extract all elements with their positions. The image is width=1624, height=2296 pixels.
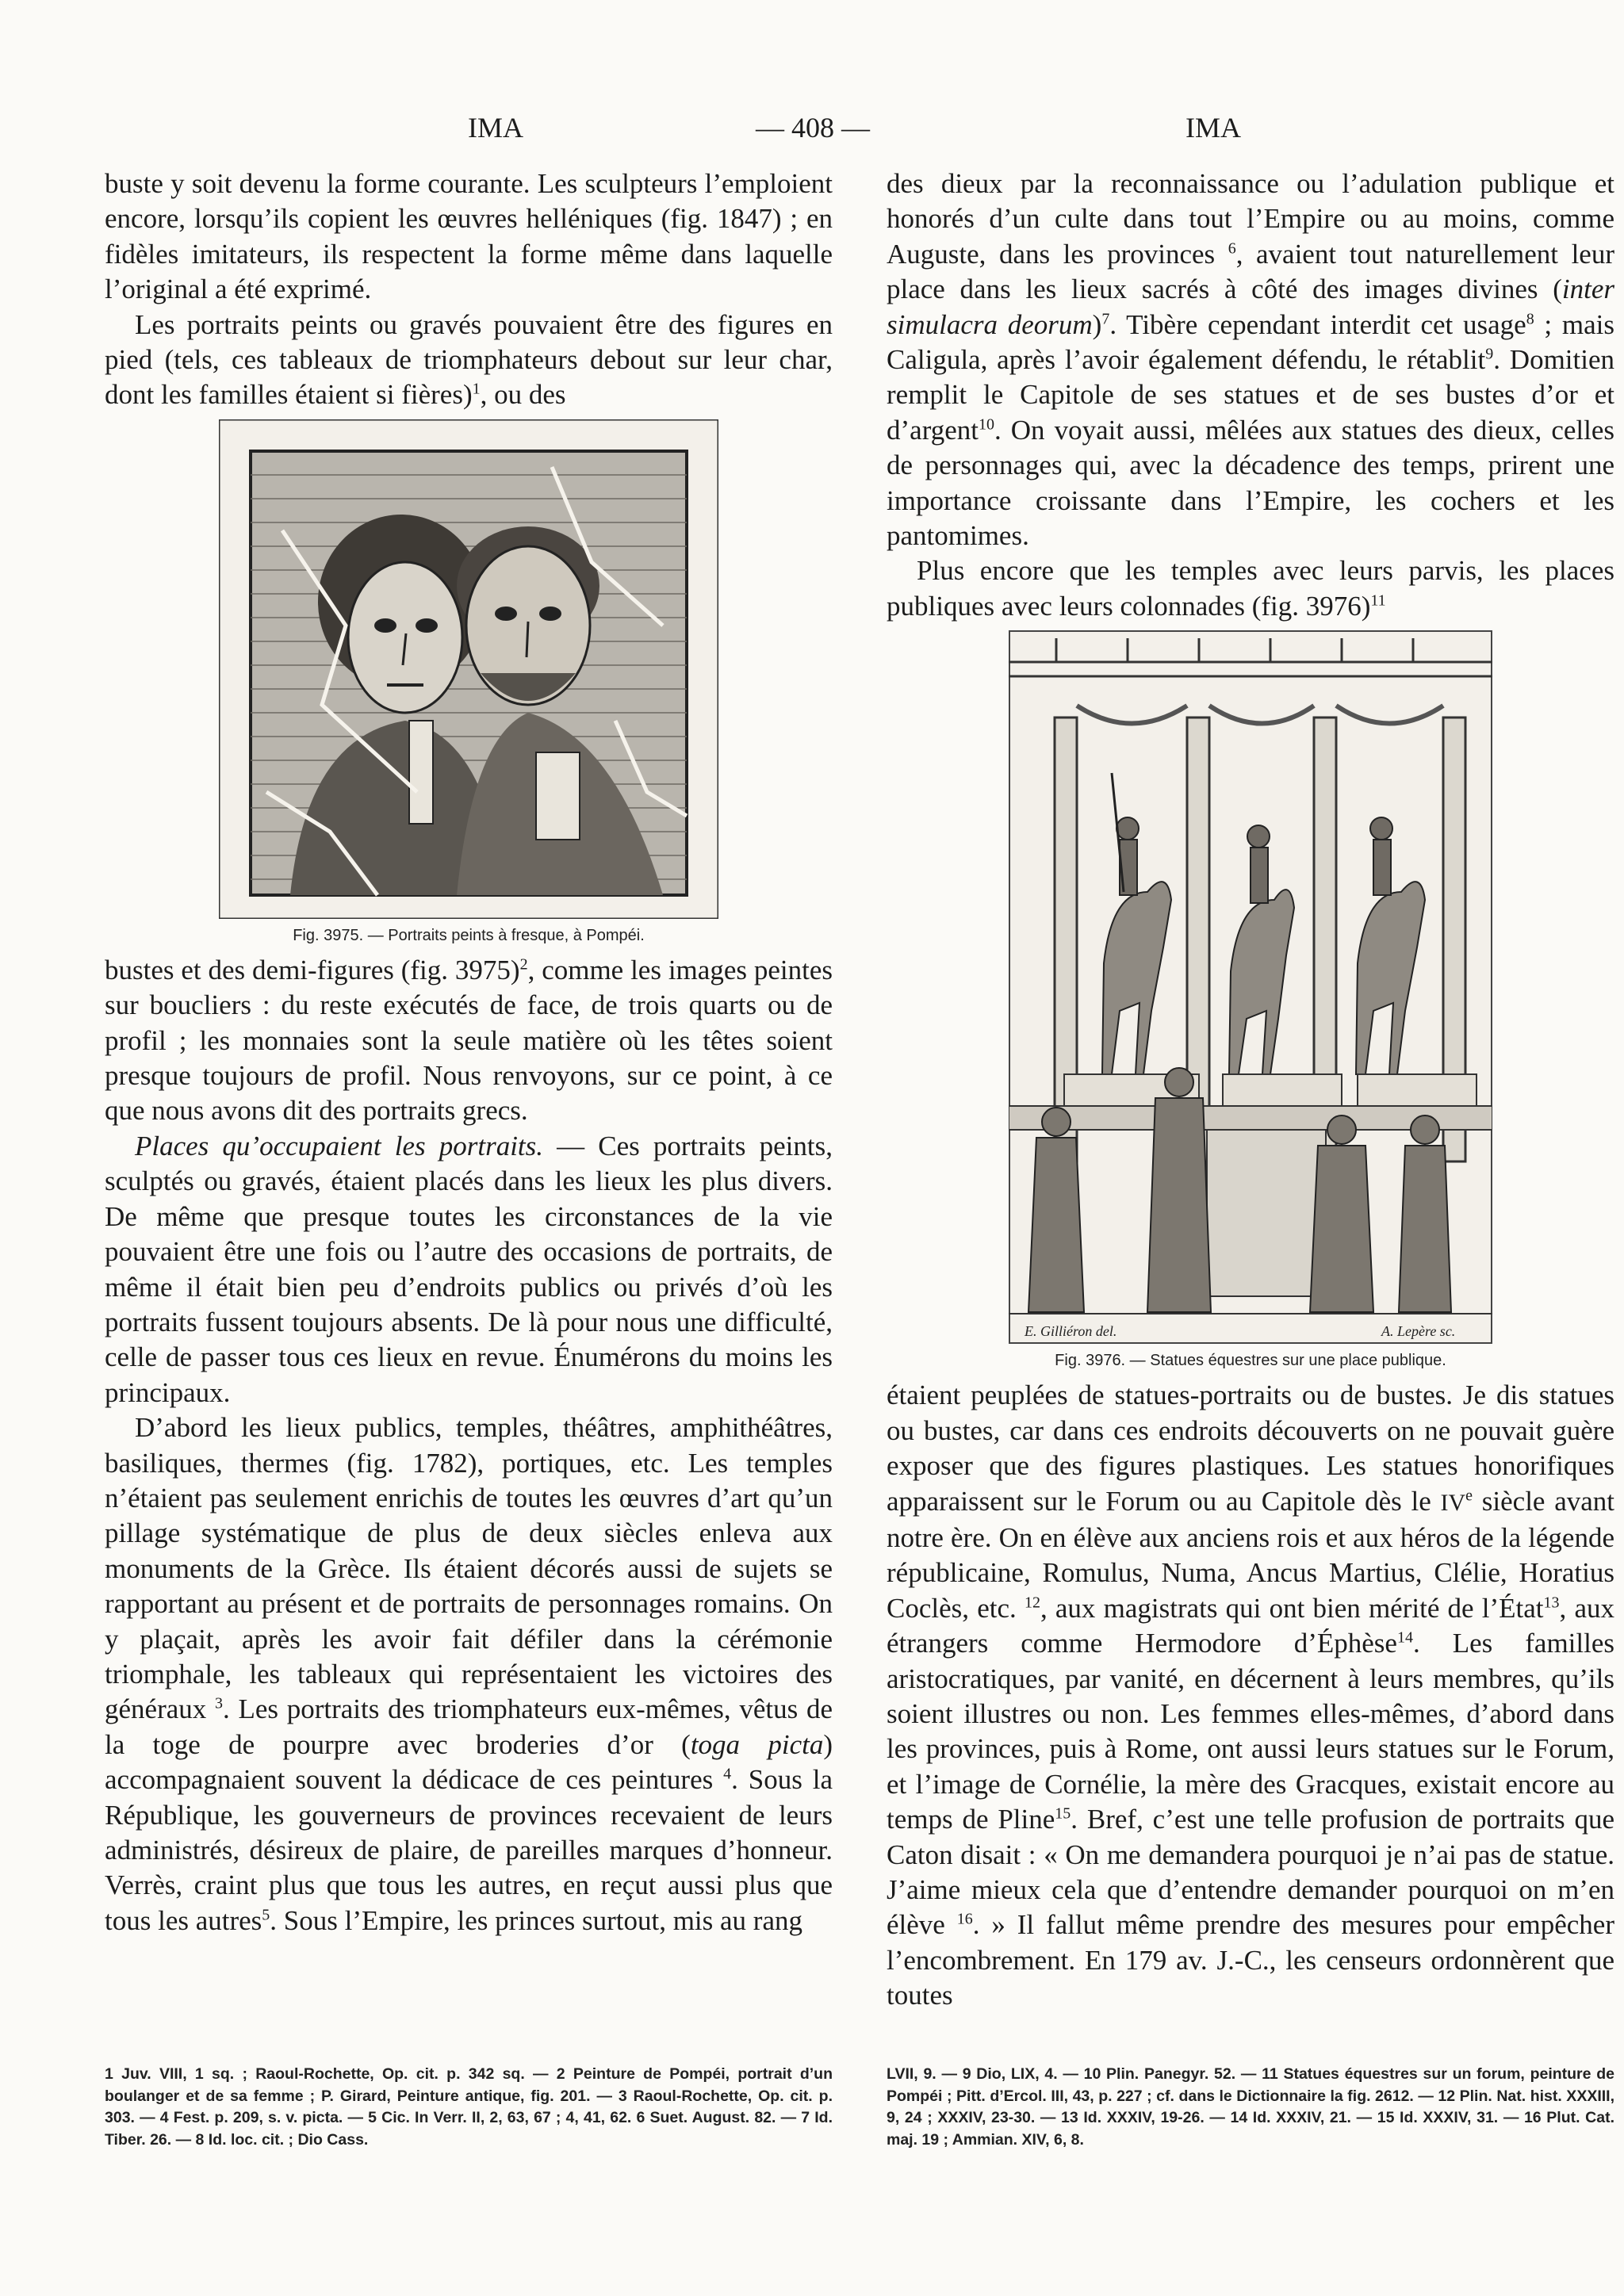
running-header [0,111,1624,151]
footnote-ref: 11 [1370,591,1386,610]
left-column [105,166,833,1938]
header-right: IMA [1185,112,1241,144]
header-left: IMA [468,112,523,144]
footnote-ref: 6 [1228,239,1236,258]
figure-caption: Fig. 3976. — Statues équestres sur une place publique. [1055,1352,1446,1370]
footnotes-left: 1 Juv. VIII, 1 sq. ; Raoul-Rochette, Op. cit. p. 342 sq. — 2 Peinture de Pompéi, portrait d’un boulanger et de sa femme ; P. Girard, Peinture antique, fig. 201. — 3 Raoul-Rochette, Op. cit. p. 303. — 4 Fest. p. 209, s. v. picta. — 5 Cic. In Verr. II, 2, 63, 67 ; 4, 41, 62. 6 Suet. August. 82. — 7 Id. Tiber. 26. — 8 Id. loc. cit. ; Dio Cass. [105,2065,833,2149]
footnote-ref: 2 [519,955,528,974]
right-column [887,166,1614,2014]
footnote-ref: 3 [215,1694,223,1712]
left-paragraph-4: Places qu’occupaient les portraits. — Ces portraits peints, sculptés ou gravés, étaient placés dans les lieux les plus divers. De même que presque toutes les circonstances de la vie pouvaient être une fois ou l’autre des occasions de portraits, de même il était bien peu d’endroits publics ou privés d’où les portraits fussent toujours absents. De là pour nous une difficulté, celle de passer tous ces lieux en revue. Énumérons du moins les principaux. [105,1130,833,1408]
footnote-ref: 1 [472,380,481,398]
right-paragraph-1: des dieux par la reconnaissance ou l’adulation publique et honorés d’un culte dans tout l’Empire ou au moins, comme Auguste, dans les provinces $^6$, avaient tout naturellement leur place dans les lieux sacrés à côté des images divines (inter simulacra deorum)$^7$. Tibère cependant interdit cet usage$^8$ ; mais Caligula, après l’avoir également défendu, le rétablit$^9$. Domitien remplit le Capitole de ses statues et de ses bustes d’or et d’argent$^{10}$. On voyait aussi, mêlées aux statues des dieux, celles de personnages qui, avec la décadence des temps, prirent une importance croissante dans l’Empire, les cochers et les pantomimes. [887,168,1615,552]
fresco-portraits-illustration [219,419,718,919]
footnote-ref: 16 [956,1910,973,1928]
footnote-ref: 15 [1055,1804,1071,1823]
left-paragraph-5: D’abord les lieux publics, temples, théâtres, amphithéâtres, basiliques, thermes (fig. 1782), portiques, etc. Les temples n’étaient pas seulement enrichis de toutes les œuvres d’art qu’un pillage systématique de plus de deux siècles enleva aux monuments de la Grèce. Ils étaient décorés aussi de sujets se rapportant au présent et de portraits de personnages romains. On y plaçait, après les avoir fait défiler dans la cérémonie triomphale, les tableaux qui représentaient les victoires des généraux $^3$. Les portraits des triomphateurs eux-mêmes, vêtus de la toge de pourpre avec broderies d’or (toga picta) accompagnaient souvent la dédicace de ces peintures $^4$. Sous la République, les gouverneurs de provinces recevaient de leurs administrés, désireux de plaire, de pareilles marques d’honneur. Verrès, craint plus que tous les autres, en reçut aussi plus que tous les autres$^5$. Sous l’Empire, les princes surtout, mis au rang [105,1412,833,1936]
figure-caption: Fig. 3975. — Portraits peints à fresque, à Pompéi. [293,926,645,944]
right-paragraph-2: Plus encore que les temples avec leurs parvis, les places publiques avec leurs colonnades (fig. 3976)$^{11}$ [887,555,1614,622]
equestrian-statues-illustration [1009,630,1492,1344]
footnote-ref: 10 [978,415,994,434]
section-title: Places qu’occupaient les portraits. [135,1130,544,1161]
engraver-signature: A. Lepère sc. [1381,1323,1456,1340]
footnote-ref: 4 [723,1765,732,1783]
footnote-ref: 14 [1396,1628,1413,1647]
footnote-ref: 7 [1101,309,1110,327]
left-paragraph-1: buste y soit devenu la forme courante. Les sculpteurs l’emploient encore, lorsqu’ils copient les œuvres helléniques (fig. 1847) ; en fidèles imitateurs, ils respectent la forme même dans laquelle l’original a été exprimé. [105,168,833,305]
footnote-ref: 12 [1024,1594,1040,1612]
footnote-ref: 13 [1543,1594,1560,1612]
footnote-ref: 8 [1526,309,1534,327]
left-paragraph-3: bustes et des demi-figures (fig. 3975)$^2$, comme les images peintes sur boucliers : du reste exécutés de face, de trois quarts ou de profil ; les monnaies sont la seule matière où les têtes soient presque toujours de profil. Nous renvoyons, sur ce point, à ce que nous avons dit des portraits grecs. [105,954,833,1127]
illustrator-signature: E. Gilliéron del. [1025,1323,1117,1340]
right-paragraph-3: étaient peuplées de statues-portraits ou de bustes. Je dis statues ou bustes, car dans ces endroits découverts on ne pouvait guère exposer que des figures plastiques. Les statues honorifiques apparaissent sur le Forum ou au Capitole dès le IVe siècle avant notre ère. On en élève aux anciens rois et aux héros de la légende républicaine, Romulus, Numa, Ancus Martius, Clélie, Horatius Coclès, etc. $^{12}$, aux magistrats qui ont bien mérité de l’État$^{13}$, aux étrangers comme Hermodore d’Éphèse$^{14}$. Les familles aristocratiques, par vanité, en décernent à leurs membres, qu’ils soient illustres ou non. Les femmes elles-mêmes, d’abord dans les provinces, puis à Rome, ont aussi leurs statues sur le Forum, et l’image de Cornélie, la mère des Gracques, existait encore au temps de Pline$^{15}$. Bref, c’est une telle profusion de portraits que Caton disait : « On me demandera pourquoi je n’ai pas de statue. J’aime mieux cela que d’entendre demander pourquoi on m’en élève $^{16}$. » Il fallut même prendre des mesures pour empêcher l’encombrement. En 179 av. J.-C., les censeurs ordonnèrent que toutes [887,1380,1614,2011]
footnote-ref: 9 [1485,345,1494,363]
figure-3975 [105,419,833,945]
figure-3976 [887,630,1614,1370]
page-number: — 408 — [756,112,870,144]
footnotes-right: LVII, 9. — 9 Dio, LIX, 4. — 10 Plin. Panegyr. 52. — 11 Statues équestres sur un forum, peinture de Pompéi ; Pitt. d’Ercol. III, 43, p. 227 ; cf. dans le Dictionnaire la fig. 2612. — 12 Plin. Nat. hist. XXXIII, 9, 24 ; XXXIV, 23-30. — 13 Id. XXXIV, 19-26. — 14 Id. XXXIV, 21. — 15 Id. XXXIV, 31. — 16 Plut. Cat. maj. 19 ; Ammian. XIV, 6, 8. [887,2065,1614,2149]
footnote-ref: 5 [262,1906,270,1924]
left-paragraph-2: Les portraits peints ou gravés pouvaient être des figures en pied (tels, ces tableaux de triomphateurs debout sur leur char, dont les familles étaient si fières)$^1$, ou des [105,308,833,411]
